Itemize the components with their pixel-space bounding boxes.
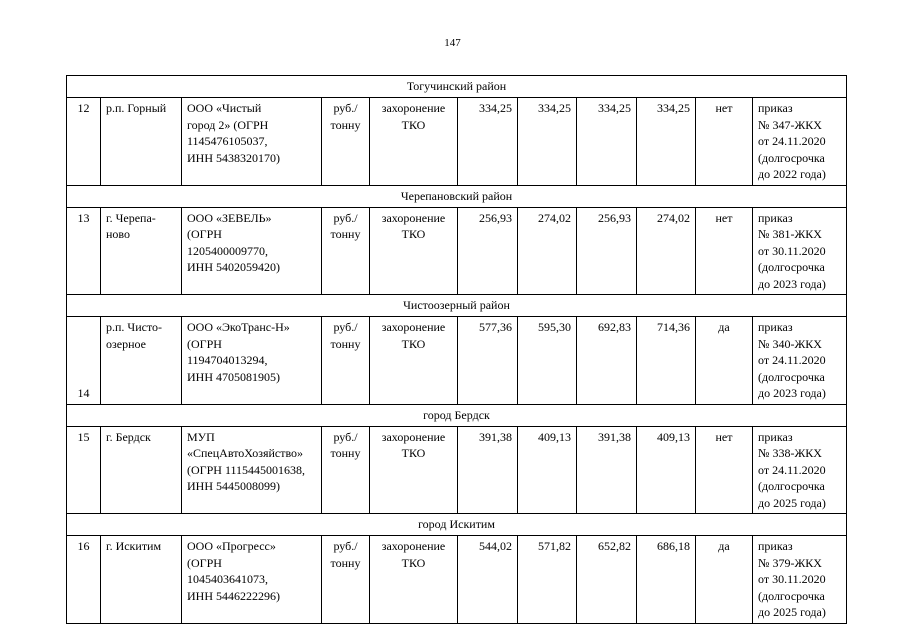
- tariff-value-2: 571,82: [518, 536, 577, 624]
- service-cell: захоронение ТКО: [370, 207, 458, 295]
- vat-cell: нет: [696, 207, 753, 295]
- table-row: [67, 536, 847, 624]
- tariff-value-2: 334,25: [518, 98, 577, 186]
- tariff-value-3: 652,82: [577, 536, 637, 624]
- row-number: 15: [67, 426, 101, 514]
- tariff-value-2: 409,13: [518, 426, 577, 514]
- tariff-value-1: 334,25: [458, 98, 518, 186]
- tariff-value-2: 595,30: [518, 317, 577, 405]
- vat-cell: нет: [696, 426, 753, 514]
- tariff-value-4: 274,02: [637, 207, 696, 295]
- table-row: [67, 98, 847, 186]
- tariff-value-3: 256,93: [577, 207, 637, 295]
- organization-cell: ООО «ЗЕВЕЛЬ» (ОГРН 1205400009770, ИНН 5402059420): [182, 207, 322, 295]
- section-header-row: [67, 76, 847, 98]
- vat-cell: да: [696, 317, 753, 405]
- unit-cell: руб./ тонну: [322, 426, 370, 514]
- section-title: Черепановский район: [67, 185, 847, 207]
- tariff-table: [66, 75, 847, 624]
- tariff-value-4: 714,36: [637, 317, 696, 405]
- section-header-row: [67, 404, 847, 426]
- tariff-value-3: 692,83: [577, 317, 637, 405]
- section-title: Чистоозерный район: [67, 295, 847, 317]
- section-title: город Искитим: [67, 514, 847, 536]
- tariff-value-2: 274,02: [518, 207, 577, 295]
- service-cell: захоронение ТКО: [370, 317, 458, 405]
- locality-cell: р.п. Горный: [101, 98, 182, 186]
- section-header-row: [67, 295, 847, 317]
- vat-cell: нет: [696, 98, 753, 186]
- locality-cell: г. Черепа- ново: [101, 207, 182, 295]
- row-number: 13: [67, 207, 101, 295]
- section-header-row: [67, 514, 847, 536]
- row-number: 16: [67, 536, 101, 624]
- unit-cell: руб./ тонну: [322, 207, 370, 295]
- organization-cell: МУП «СпецАвтоХозяйство» (ОГРН 1115445001638, ИНН 5445008099): [182, 426, 322, 514]
- locality-cell: р.п. Чисто- озерное: [101, 317, 182, 405]
- organization-cell: ООО «Прогресс» (ОГРН 1045403641073, ИНН 5446222296): [182, 536, 322, 624]
- unit-cell: руб./ тонну: [322, 317, 370, 405]
- order-cell: приказ № 379-ЖКХ от 30.11.2020 (долгосрочка до 2025 года): [753, 536, 847, 624]
- tariff-value-4: 686,18: [637, 536, 696, 624]
- tariff-value-1: 391,38: [458, 426, 518, 514]
- unit-cell: руб./ тонну: [322, 536, 370, 624]
- table-row: [67, 317, 847, 405]
- section-header-row: [67, 185, 847, 207]
- locality-cell: г. Искитим: [101, 536, 182, 624]
- tariff-value-1: 256,93: [458, 207, 518, 295]
- order-cell: приказ № 347-ЖКХ от 24.11.2020 (долгосрочка до 2022 года): [753, 98, 847, 186]
- section-title: город Бердск: [67, 404, 847, 426]
- row-number: 14: [67, 317, 101, 405]
- row-number: 12: [67, 98, 101, 186]
- service-cell: захоронение ТКО: [370, 536, 458, 624]
- section-title: Тогучинский район: [67, 76, 847, 98]
- organization-cell: ООО «Чистый город 2» (ОГРН 1145476105037, ИНН 5438320170): [182, 98, 322, 186]
- order-cell: приказ № 381-ЖКХ от 30.11.2020 (долгосрочка до 2023 года): [753, 207, 847, 295]
- tariff-value-4: 334,25: [637, 98, 696, 186]
- order-cell: приказ № 340-ЖКХ от 24.11.2020 (долгосрочка до 2023 года): [753, 317, 847, 405]
- table-row: [67, 426, 847, 514]
- tariff-value-1: 544,02: [458, 536, 518, 624]
- order-cell: приказ № 338-ЖКХ от 24.11.2020 (долгосрочка до 2025 года): [753, 426, 847, 514]
- page-number: 147: [444, 37, 461, 49]
- table-row: [67, 207, 847, 295]
- service-cell: захоронение ТКО: [370, 98, 458, 186]
- tariff-value-1: 577,36: [458, 317, 518, 405]
- organization-cell: ООО «ЭкоТранс-Н» (ОГРН 1194704013294, ИНН 4705081905): [182, 317, 322, 405]
- tariff-value-3: 334,25: [577, 98, 637, 186]
- tariff-value-4: 409,13: [637, 426, 696, 514]
- unit-cell: руб./ тонну: [322, 98, 370, 186]
- vat-cell: да: [696, 536, 753, 624]
- locality-cell: г. Бердск: [101, 426, 182, 514]
- tariff-value-3: 391,38: [577, 426, 637, 514]
- service-cell: захоронение ТКО: [370, 426, 458, 514]
